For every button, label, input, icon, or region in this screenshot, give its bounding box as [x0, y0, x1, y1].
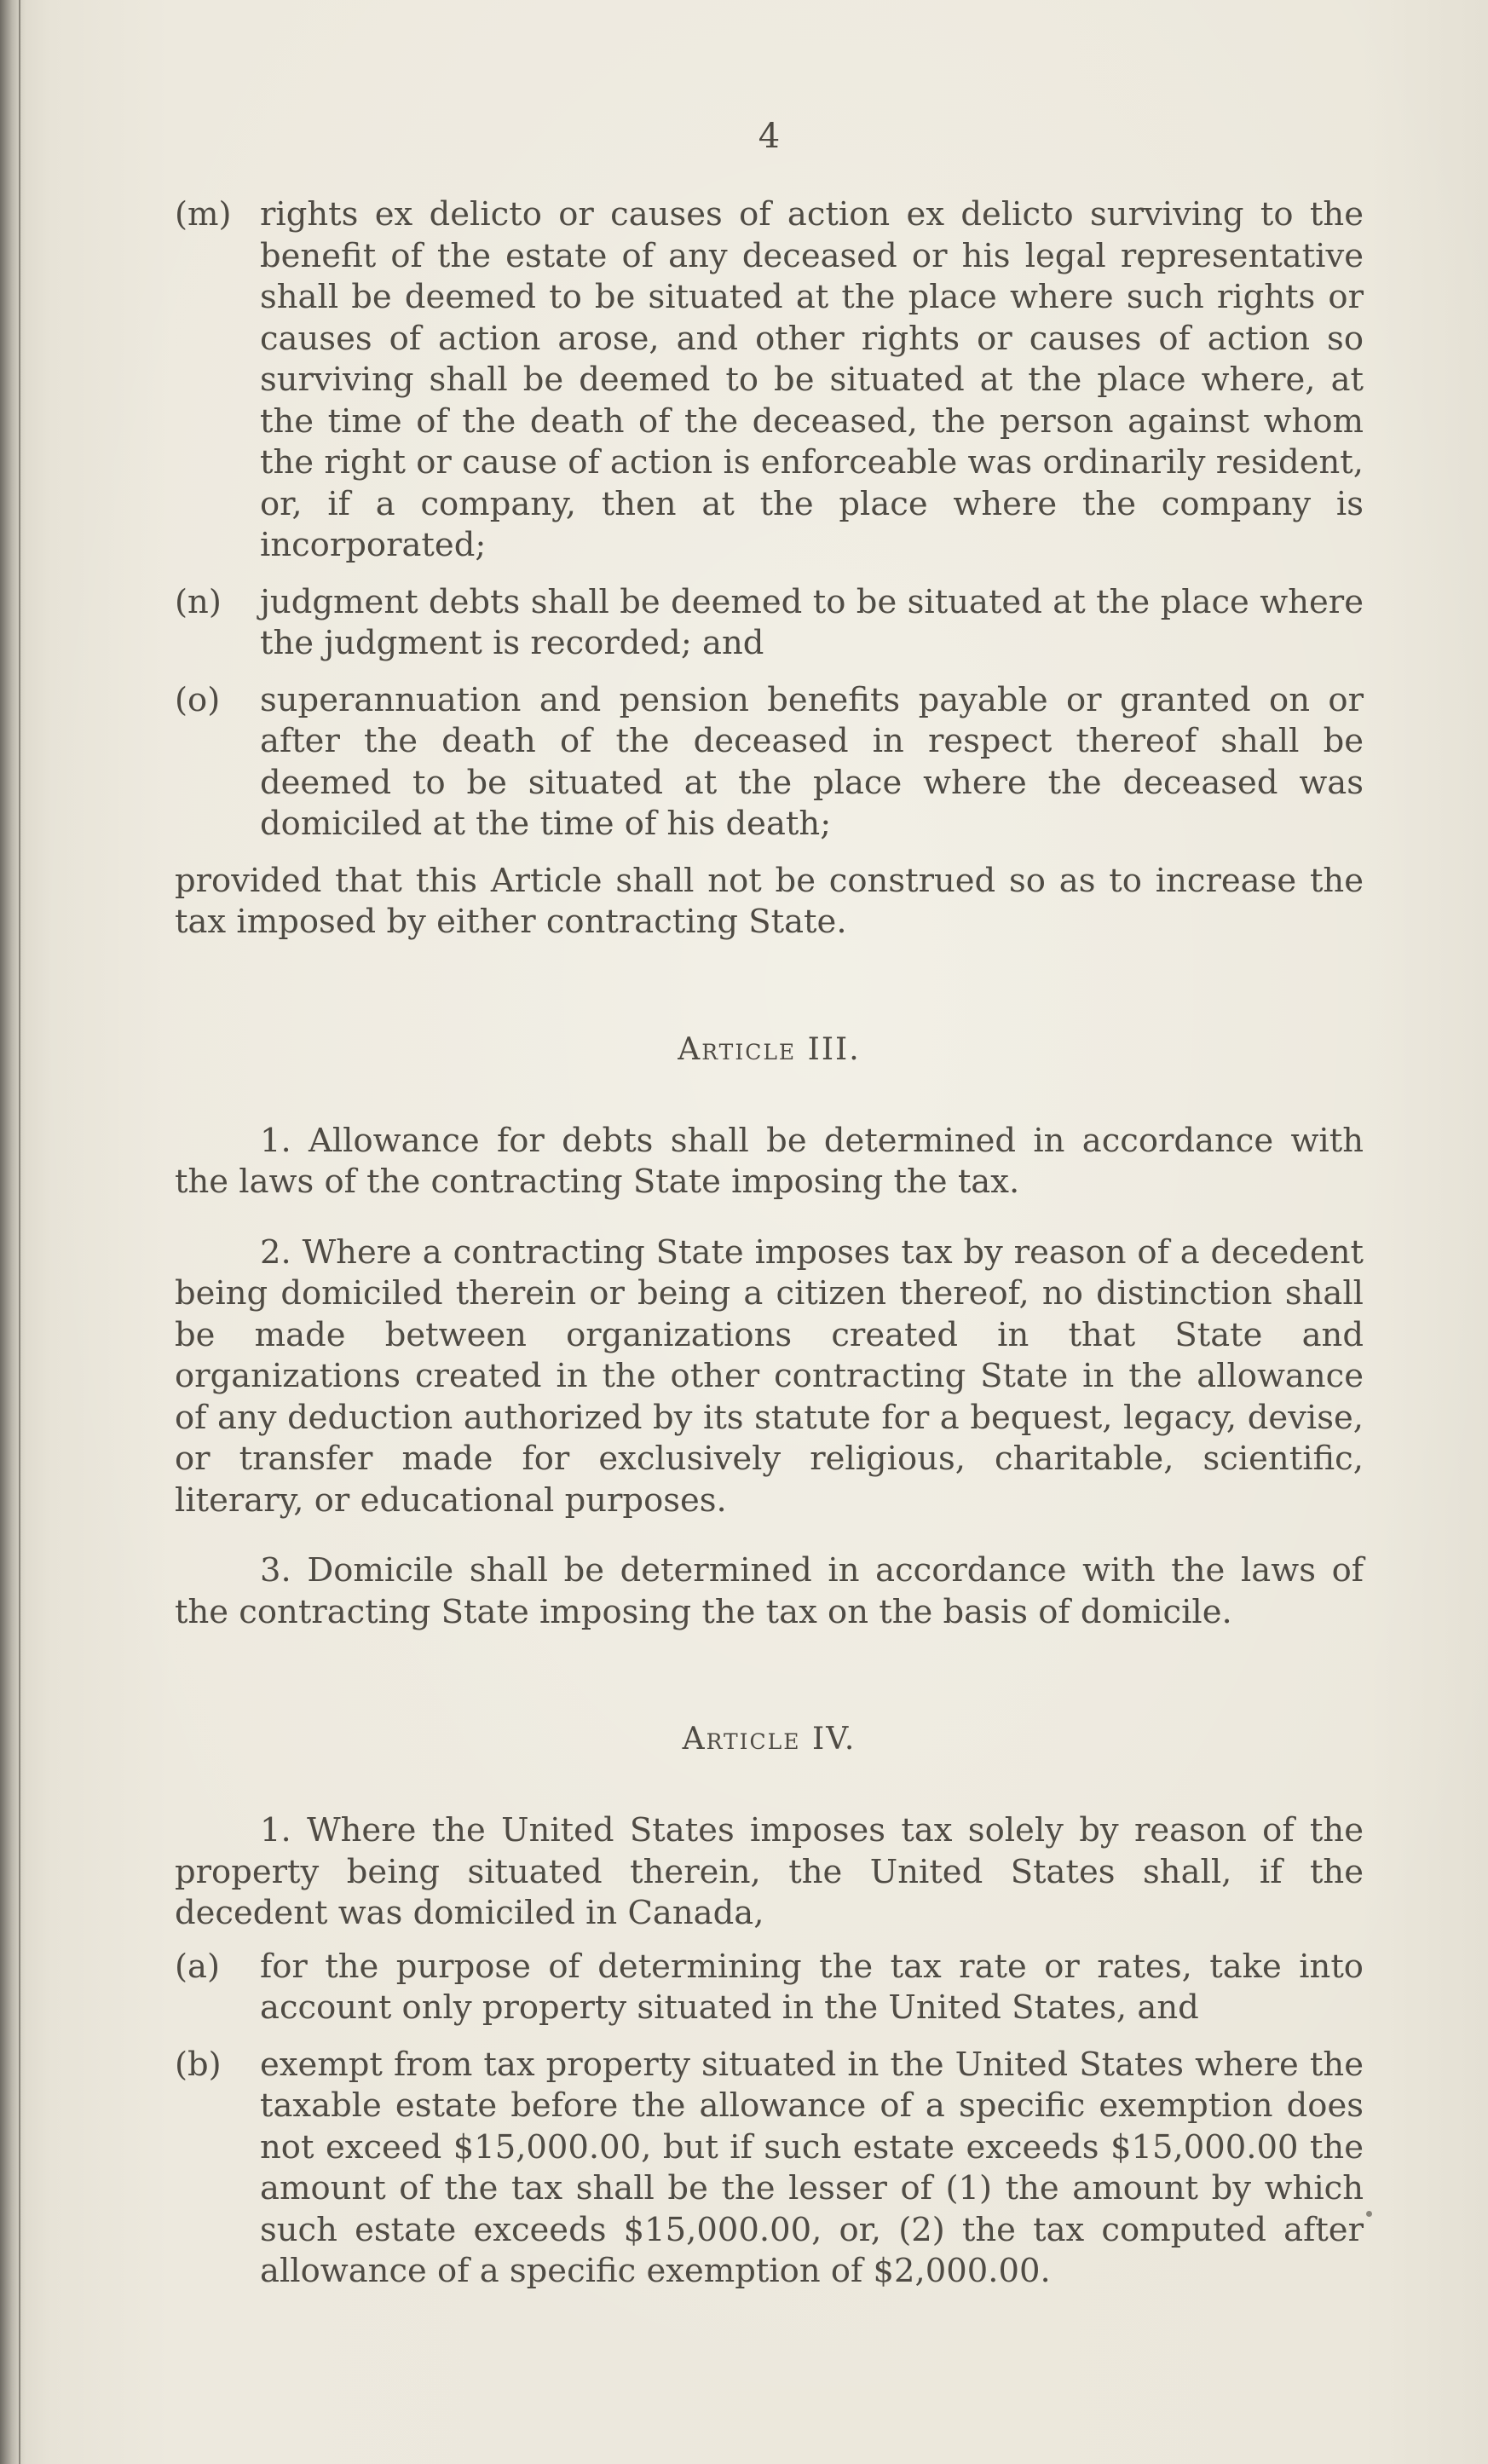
- list-item: [175, 1947, 1364, 2029]
- article4-item-list: [175, 1947, 1364, 2293]
- item-text: rights ex delicto or causes of action ex delicto surviving to the benefit of the estate of any deceased or his legal representative shall be deemed to be situated at the place where such rights or causes of action arose, and other rights or causes of action so surviving shall be deemed to be situated at the place where, at the time of the death of the deceased, the person against whom the right or cause of action is enforceable was ordinarily resident, or, if a company, then at the place where the company is incorporated;: [260, 195, 1364, 564]
- article4-paragraph-1: 1. Where the United States imposes tax solely by reason of the property being situated therein, the United States shall, if the decedent was domiciled in Canada,: [175, 1811, 1364, 1932]
- item-text: for the purpose of determining the tax rate or rates, take into account only property situated in the United States, and: [260, 1947, 1364, 2027]
- list-item: [175, 194, 1364, 567]
- article2-item-list: [175, 194, 1364, 845]
- item-text: exempt from tax property situated in the United States where the taxable estate before the allowance of a specific exemption does not exceed $15,000.00, but if such estate exceeds $15,000.00 the amount of the tax shall be the lesser of (1) the amount by which such estate exceeds $15,000.00, or, (2) the tax computed after allowance of a specific exemption of $2,000.00.: [260, 2045, 1364, 2290]
- page-content: [175, 111, 1364, 2308]
- article3-heading: Article III.: [678, 1031, 861, 1067]
- article2-proviso: provided that this Article shall not be construed so as to increase the tax imposed by either contracting State.: [175, 861, 1364, 941]
- item-marker: (m): [175, 195, 232, 234]
- page-binding-edge: [19, 0, 20, 2464]
- list-item: [175, 680, 1364, 845]
- item-marker: (o): [175, 680, 221, 719]
- item-marker: (n): [175, 582, 222, 621]
- item-marker: (a): [175, 1947, 220, 1986]
- item-marker: (b): [175, 2045, 222, 2084]
- item-text: judgment debts shall be deemed to be situated at the place where the judgment is recorded; and: [260, 582, 1364, 662]
- article3-paragraph-2: 2. Where a contracting State imposes tax by reason of a decedent being domiciled therein or being a citizen thereof, no distinction shall be made between organizations created in that State and organizations created in the other contracting State in the allowance of any deduction authorized by its statute for a bequest, legacy, devise, or transfer made for exclusively religious, charitable, scientific, literary, or educational purposes.: [175, 1232, 1364, 1520]
- ink-spot: [1366, 2211, 1372, 2217]
- article3-paragraph-1: 1. Allowance for debts shall be determined in accordance with the laws of the contracting State imposing the tax.: [175, 1121, 1364, 1201]
- article4-heading: Article IV.: [682, 1722, 856, 1757]
- article3-paragraph-3: 3. Domicile shall be determined in accordance with the laws of the contracting State imposing the tax on the basis of domicile.: [175, 1551, 1364, 1631]
- page-binding-shadow: [0, 0, 26, 2464]
- list-item: [175, 582, 1364, 665]
- list-item: [175, 2045, 1364, 2293]
- item-text: superannuation and pension benefits payable or granted on or after the death of the deceased in respect thereof shall be deemed to be situated at the place where the deceased was domiciled at the time of his death;: [260, 680, 1364, 843]
- page-number: 4: [758, 117, 781, 156]
